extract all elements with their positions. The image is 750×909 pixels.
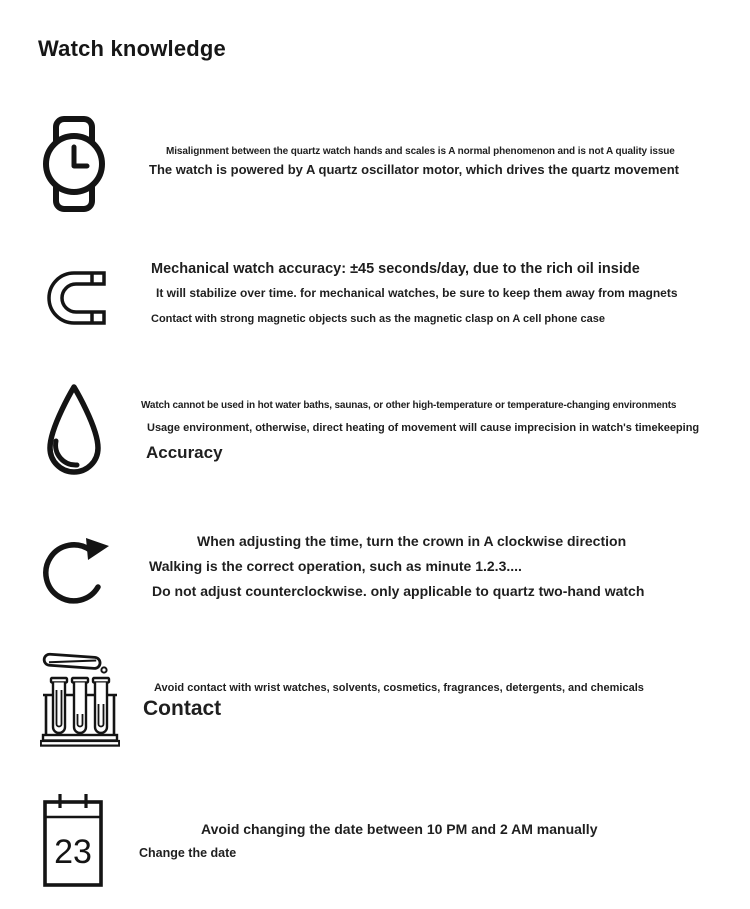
magnet-icon — [46, 270, 106, 326]
section-chemicals — [0, 640, 750, 760]
info-line: When adjusting the time, turn the crown in A clockwise direction — [197, 533, 627, 549]
section-time-adjustment — [0, 515, 750, 620]
calendar-day-number: 23 — [54, 833, 92, 871]
info-line: The watch is powered by A quartz oscillator motor, which drives the quartz movement — [149, 162, 679, 177]
water-drop-icon — [43, 382, 105, 478]
info-line: Accuracy — [146, 443, 223, 462]
info-line: Mechanical watch accuracy: ±45 seconds/day, due to the rich oil inside — [151, 261, 640, 277]
info-line: Avoid contact with wrist watches, solvents, cosmetics, fragrances, detergents, and chemicals — [154, 682, 644, 694]
test-tubes-icon — [40, 648, 120, 748]
section-temperature — [0, 375, 750, 485]
wristwatch-icon — [40, 115, 108, 213]
section-magnetism — [0, 255, 750, 355]
info-line: Misalignment between the quartz watch hands and scales is A normal phenomenon and is not A quality issue — [166, 146, 675, 157]
info-line: Usage environment, otherwise, direct heating of movement will cause imprecision in watch's timekeeping — [147, 422, 700, 434]
page-title: Watch knowledge — [38, 36, 226, 61]
section-quartz-movement — [0, 113, 750, 243]
clockwise-arrow-icon — [42, 529, 110, 613]
info-line: Walking is the correct operation, such as minute 1.2.3.... — [149, 558, 522, 574]
info-line: Do not adjust counterclockwise. only applicable to quartz two-hand watch — [152, 583, 645, 599]
info-line: Contact with strong magnetic objects such as the magnetic clasp on A cell phone case — [151, 313, 605, 325]
info-line: Contact — [143, 697, 222, 720]
info-line: Change the date — [139, 846, 237, 860]
section-date-change — [0, 785, 750, 909]
info-line: Avoid changing the date between 10 PM and 2 AM manually — [201, 821, 598, 837]
info-line: Watch cannot be used in hot water baths, saunas, or other high-temperature or temperature-changing environments — [141, 400, 677, 411]
info-line: It will stabilize over time. for mechanical watches, be sure to keep them away from magnets — [156, 286, 678, 300]
calendar-icon — [42, 792, 104, 888]
